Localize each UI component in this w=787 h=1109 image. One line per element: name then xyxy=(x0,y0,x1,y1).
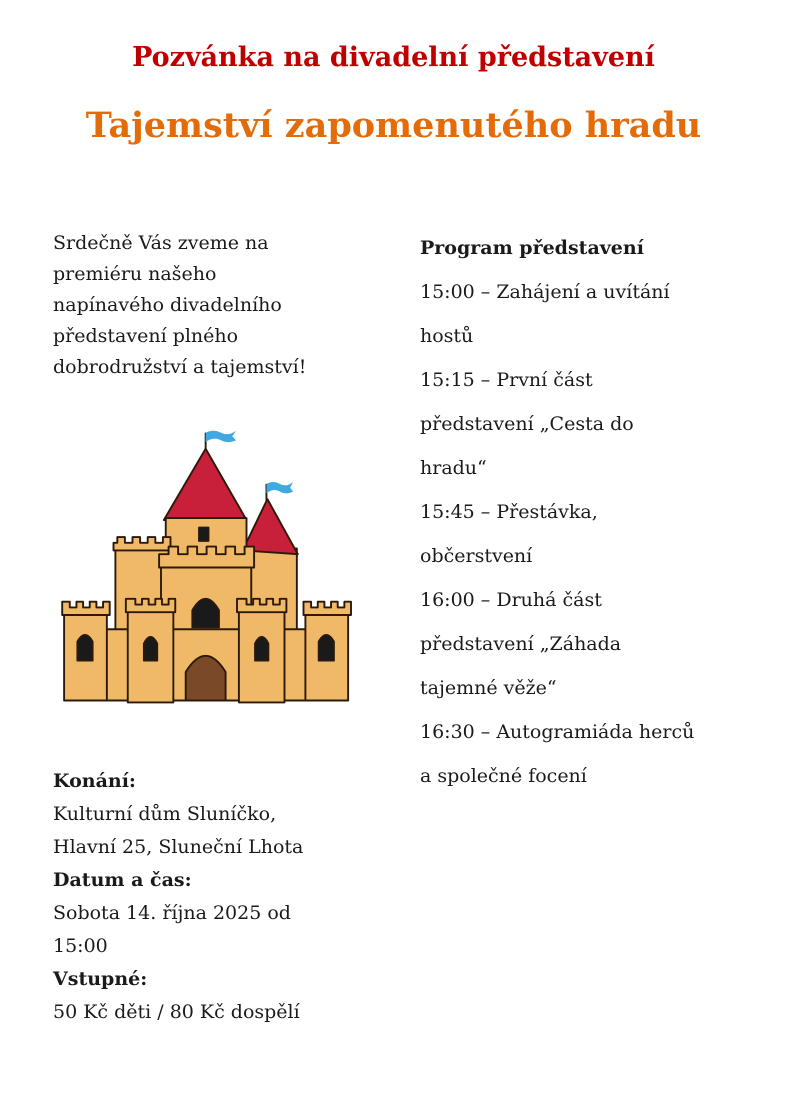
program-line: hostů xyxy=(420,325,474,347)
intro-line: napínavého divadelního xyxy=(53,294,282,316)
date-label: Datum a čas: xyxy=(53,869,192,891)
price-label: Vstupné: xyxy=(53,968,148,990)
invitation-subtitle: Pozvánka na divadelní představení xyxy=(132,42,655,73)
program-line: představení „Cesta do xyxy=(420,413,634,435)
program-line: tajemné věže“ xyxy=(420,677,557,699)
program-line: 15:45 – Přestávka, xyxy=(420,501,598,523)
program-line: 15:00 – Zahájení a uvítání xyxy=(420,281,670,303)
venue-value: Kulturní dům Sluníčko, xyxy=(53,803,277,825)
program-heading: Program představení xyxy=(420,237,644,259)
program-line: 16:00 – Druhá část xyxy=(420,589,602,611)
castle-illustration-icon xyxy=(56,425,361,710)
price-value: 50 Kč děti / 80 Kč dospělí xyxy=(53,1001,300,1023)
event-info xyxy=(53,765,383,1029)
play-title: Tajemství zapomenutého hradu xyxy=(85,105,702,146)
intro-line: Srdečně Vás zveme na xyxy=(53,232,269,254)
program-line: a společné focení xyxy=(420,765,587,787)
program-line: 16:30 – Autogramiáda herců xyxy=(420,721,695,743)
date-value: Sobota 14. října 2025 od xyxy=(53,902,291,924)
intro-line: dobrodružství a tajemství! xyxy=(53,356,307,378)
program-line: představení „Záhada xyxy=(420,633,622,655)
intro-line: premiéru našeho xyxy=(53,263,217,285)
program-line: občerstvení xyxy=(420,545,533,567)
venue-label: Konání: xyxy=(53,770,136,792)
venue-value: Hlavní 25, Sluneční Lhota xyxy=(53,836,304,858)
intro-line: představení plného xyxy=(53,325,239,347)
program-line: 15:15 – První část xyxy=(420,369,593,391)
date-value: 15:00 xyxy=(53,935,108,957)
intro-text xyxy=(53,228,383,383)
program-line: hradu“ xyxy=(420,457,487,479)
program-section xyxy=(420,226,750,798)
